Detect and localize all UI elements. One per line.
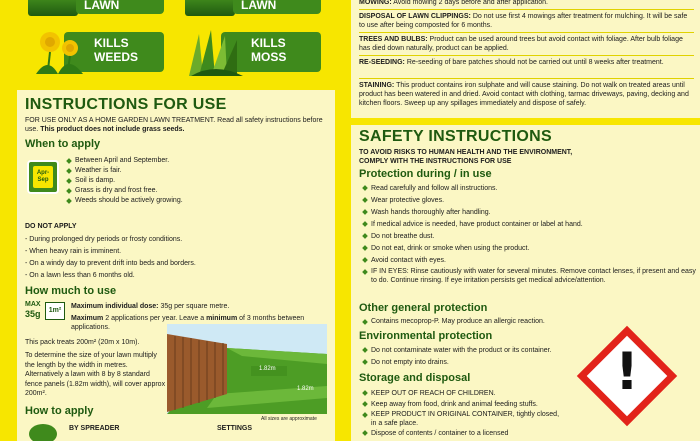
- badge-kills-moss: [185, 26, 330, 78]
- badge-kills-weeds-line2: WEEDS: [94, 50, 139, 64]
- how-much-title: How much to use: [25, 285, 117, 297]
- list-item: Dispose of contents / container to a licensed: [361, 428, 561, 439]
- right-column: [351, 0, 700, 441]
- list-item: - When heavy rain is imminent.: [25, 248, 122, 255]
- settings-label: SETTINGS: [217, 425, 253, 432]
- protection-title: Protection during / in use: [359, 168, 492, 180]
- badge-kills-weeds-line1: KILLS: [94, 36, 129, 50]
- badge-lawn-1-label: LAWN: [84, 0, 120, 12]
- list-item: Do not eat, drink or smoke when using the product.: [361, 243, 696, 255]
- max-applications-text: Maximum 2 applications per year. Leave a minimum of 3 months between applications.: [71, 315, 305, 331]
- square-metre-icon: 1m²: [45, 302, 65, 320]
- list-item: Weather is fair.: [65, 166, 325, 176]
- hazard-symbol: !: [615, 342, 639, 402]
- max-dose-label: MAX 35g: [25, 301, 41, 319]
- list-item: Do not empty into drains.: [361, 357, 581, 369]
- list-item: Keep away from food, drink and animal feeding stuffs.: [361, 399, 561, 410]
- list-item: Contains mecoprop-P. May produce an allergic reaction.: [361, 317, 581, 327]
- when-list: [65, 156, 325, 206]
- badge-lawn-1: [28, 0, 173, 16]
- reseeding-text: RE-SEEDING: Re-seeding of bare patches should not be carried out until 8 weeks after treatment.: [359, 59, 664, 66]
- badge-lawn-2-label: LAWN: [241, 0, 277, 12]
- protection-list: [361, 183, 696, 285]
- other-protection-list: [361, 317, 581, 327]
- spreader-icon: [29, 424, 57, 441]
- divider: [359, 78, 694, 79]
- safety-title: SAFETY INSTRUCTIONS: [359, 128, 552, 145]
- grass-icon: [185, 0, 235, 16]
- grass-icon: [28, 0, 78, 16]
- trees-text: TREES AND BULBS: Product can be used around trees but avoid contact with foliage. After bulb foliage has died down naturally, product can be applied.: [359, 36, 683, 52]
- list-item: KEEP OUT OF REACH OF CHILDREN.: [361, 388, 561, 399]
- yellow-band: [351, 118, 700, 125]
- divider: [359, 55, 694, 56]
- when-to-apply-title: When to apply: [25, 138, 101, 150]
- environmental-title: Environmental protection: [359, 330, 493, 342]
- dimension-label-1: 1.82m: [259, 366, 276, 372]
- badge-kills-moss-line2: MOSS: [251, 50, 287, 64]
- moss-icon: [185, 26, 247, 78]
- sizes-note: All sizes are approximate: [261, 416, 317, 422]
- left-column: [0, 0, 335, 441]
- storage-title: Storage and disposal: [359, 372, 471, 384]
- instructions-intro: FOR USE ONLY AS A HOME GARDEN LAWN TREATMENT. Read all safety instructions before use. This product does not include grass seeds.: [25, 117, 323, 133]
- list-item: IF IN EYES: Rinse cautiously with water for several minutes. Remove contact lenses, if present and easy to do. Continue rinsing. If eye irritation persists get medical advice/attention.: [361, 267, 696, 285]
- list-item: Wear protective gloves.: [361, 195, 696, 207]
- by-spreader-label: BY SPREADER: [69, 425, 120, 432]
- how-to-apply-title: How to apply: [25, 405, 94, 417]
- pack-coverage: This pack treats 200m² (20m x 10m).: [25, 339, 140, 346]
- mowing-text: MOWING: Avoid mowing 2 days before and after application.: [359, 0, 548, 6]
- list-item: Do not breathe dust.: [361, 231, 696, 243]
- list-item: Grass is dry and frost free.: [65, 186, 325, 196]
- badge-lawn-2: [185, 0, 330, 16]
- other-protection-title: Other general protection: [359, 302, 488, 314]
- hazard-pictogram: [575, 324, 679, 428]
- list-item: Read carefully and follow all instructions.: [361, 183, 696, 195]
- list-item: Do not contaminate water with the product or its container.: [361, 345, 581, 357]
- staining-text: STAINING: This product contains iron sulphate and will cause staining. Do not walk on treated areas until product has been watered in and dried. Avoid contact with clothing, tarmac driveways, paving, decking and kitchen floors. Sweep up any spillages immediately and dispose of safely.: [359, 82, 689, 107]
- list-item: If medical advice is needed, have product container or label at hand.: [361, 219, 696, 231]
- safety-intro: TO AVOID RISKS TO HUMAN HEALTH AND THE ENVIRONMENT, COMPLY WITH THE INSTRUCTIONS FOR USE: [359, 149, 573, 165]
- list-item: Between April and September.: [65, 156, 325, 166]
- list-item: Avoid contact with eyes.: [361, 255, 696, 267]
- instructions-title: INSTRUCTIONS FOR USE: [25, 96, 227, 113]
- divider: [359, 9, 694, 10]
- lawn-size-text: To determine the size of your lawn multiply the length by the width in metres. Alternatively a lawn with 8 by 8 standard fence panels (1.82m width), will cover approx 200m².: [25, 352, 166, 397]
- instructions-panel: [17, 90, 335, 441]
- list-item: Soil is damp.: [65, 176, 325, 186]
- list-item: - On a windy day to prevent drift into beds and borders.: [25, 260, 196, 267]
- calendar-icon: [27, 160, 59, 194]
- dimension-label-2: 1.82m: [297, 386, 314, 392]
- lawn-illustration: [167, 324, 327, 414]
- list-item: KEEP PRODUCT IN ORIGINAL CONTAINER, tightly closed, in a safe place.: [361, 410, 561, 428]
- list-item: Wash hands thoroughly after handling.: [361, 207, 696, 219]
- divider: [359, 32, 694, 33]
- environmental-list: [361, 345, 581, 369]
- list-item: Weeds should be actively growing.: [65, 196, 325, 206]
- list-item: - During prolonged dry periods or frosty conditions.: [25, 236, 183, 243]
- storage-list: [361, 388, 561, 439]
- dandelion-icon: [28, 26, 90, 78]
- lawn-fence-image: [167, 324, 327, 414]
- list-item: - On a lawn less than 6 months old.: [25, 272, 135, 279]
- do-not-apply-title: DO NOT APPLY: [25, 223, 77, 230]
- badge-kills-moss-line1: KILLS: [251, 36, 286, 50]
- do-not-apply-list: [25, 234, 325, 282]
- badge-kills-weeds: [28, 26, 173, 78]
- disposal-text: DISPOSAL OF LAWN CLIPPINGS: Do not use first 4 mowings after treatment for mulching. It will be safe to use after being composted for 6 months.: [359, 13, 688, 29]
- calendar-label: Apr-Sep: [33, 166, 53, 188]
- dose-text: Maximum individual dose: 35g per square metre.: [71, 303, 230, 310]
